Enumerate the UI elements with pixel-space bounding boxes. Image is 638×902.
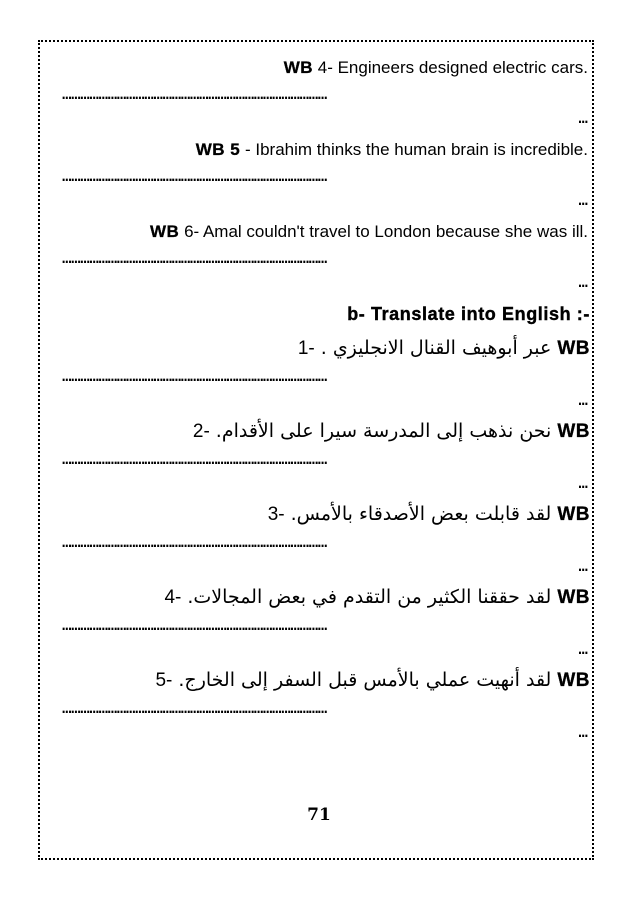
sentence-5 [196, 140, 588, 160]
translation-2 [193, 420, 590, 443]
answer-line-end: … [578, 108, 588, 127]
answer-line: …………………………………………………………………………… [62, 368, 327, 384]
wb-label: WB [557, 421, 590, 442]
answer-line: …………………………………………………………………………… [62, 617, 327, 633]
item-number: 1- [297, 338, 315, 359]
wb-label: WB [557, 670, 590, 691]
sentence-6 [150, 222, 588, 242]
translation-3 [268, 503, 590, 526]
translation-1 [298, 337, 590, 360]
sentence-text: 6- Amal couldn't travel to London because she was ill. [179, 222, 588, 241]
section-heading: b- Translate into English :- [347, 304, 590, 324]
arabic-sentence: لقد قابلت بعض الأصدقاء بالأمس. [290, 503, 552, 525]
answer-line-end: … [578, 272, 588, 291]
arabic-sentence: لقد حققنا الكثير من التقدم في بعض المجالات. [187, 586, 552, 608]
wb-label: WB [557, 338, 590, 359]
translation-4 [164, 586, 590, 609]
item-number: 3- [267, 504, 285, 525]
item-number: 5- [155, 670, 173, 691]
item-number: 4- [164, 587, 182, 608]
wb-label: WB [557, 504, 590, 525]
answer-line-end: … [578, 639, 588, 658]
page-number: 71 [307, 805, 331, 825]
sentence-text: 4- Engineers designed electric cars. [313, 58, 588, 77]
translation-5 [155, 669, 590, 692]
item-number: 2- [192, 421, 210, 442]
page-border [38, 40, 594, 860]
arabic-sentence: نحن نذهب إلى المدرسة سيرا على الأقدام. [215, 420, 552, 442]
wb-label: WB [150, 222, 180, 241]
answer-line-end: … [578, 556, 588, 575]
answer-line-end: … [578, 473, 588, 492]
wb-label: WB [283, 58, 314, 77]
answer-line: …………………………………………………………………………… [62, 250, 327, 266]
answer-line: …………………………………………………………………………… [62, 86, 327, 102]
answer-line: …………………………………………………………………………… [62, 168, 327, 184]
sentence-4 [284, 58, 588, 78]
sentence-text: - Ibrahim thinks the human brain is incredible. [240, 140, 588, 159]
wb-label: WB [557, 587, 590, 608]
arabic-sentence: لقد أنهيت عملي بالأمس قبل السفر إلى الخارج. [178, 669, 552, 691]
wb-label: WB 5 [195, 140, 241, 159]
answer-line: …………………………………………………………………………… [62, 451, 327, 467]
answer-line-end: … [578, 390, 588, 409]
answer-line-end: … [578, 190, 588, 209]
answer-line-end: … [578, 722, 588, 741]
answer-line: …………………………………………………………………………… [62, 534, 327, 550]
arabic-sentence: عبر أبوهيف القنال الانجليزي . [320, 337, 552, 359]
answer-line: …………………………………………………………………………… [62, 700, 327, 716]
